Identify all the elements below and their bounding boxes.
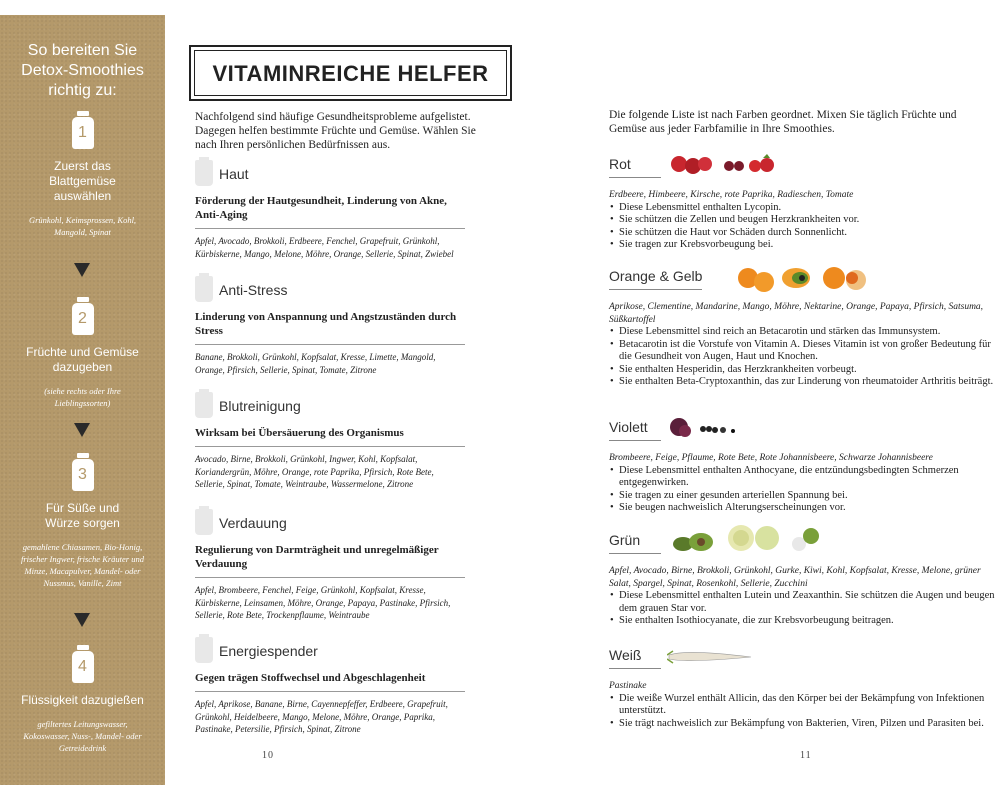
orange-fruits-icon (734, 260, 894, 300)
category-name: Energiespender (219, 643, 318, 659)
category-blutreinigung (195, 392, 465, 491)
left-intro: Nachfolgend sind häufige Gesundheitsprobleme aufgelistet. Dagegen helfen bestimmte Früchte und Gemüse. Wählen Sie nach Ihren persönlichen Bedürfnissen aus. (195, 111, 476, 151)
color-orange-gelb (609, 268, 999, 389)
category-name: Blutreinigung (219, 398, 301, 414)
fact-item: • Diese Lebensmittel sind reich an Betacarotin und stärken das Immunsystem. (619, 326, 999, 339)
category-haut (195, 160, 465, 260)
color-items: Brombeere, Feige, Pflaume, Rote Bete, Rote Johannisbeere, Schwarze Johannisbeere (609, 453, 933, 463)
fact-item: • Sie tragen zu einer gesunden arteriellen Spannung bei. (619, 490, 999, 503)
category-items: Avocado, Birne, Brokkoli, Grünkohl, Ingwer, Kohl, Kopfsalat, Koriandergrün, Möhre, Orange, rote Paprika, Pfirsich, Rote Bete, Sellerie, Spinat, Tomate, Weintraube, Wassermelone, Zitrone (195, 454, 434, 489)
parsnip-icon (667, 641, 757, 671)
color-name: Violett (609, 419, 661, 441)
step-title: Zuerst das Blattgemüse auswählen (49, 159, 116, 203)
category-verdauung (195, 509, 465, 622)
color-name: Orange & Gelb (609, 268, 702, 290)
glass-icon (195, 276, 213, 302)
color-facts (609, 202, 999, 252)
category-name: Anti-Stress (219, 282, 288, 298)
step-number: 4 (72, 651, 94, 683)
category-anti-stress (195, 276, 465, 376)
fact-item: • Sie enthalten Isothiocyanate, die zur Krebsvorbeugung beitragen. (619, 615, 999, 628)
fact-item: • Sie enthalten Hesperidin, das Herzkrankheiten vorbeugt. (619, 364, 999, 377)
step-number: 2 (72, 303, 94, 335)
category-energiespender (195, 637, 465, 736)
page-title-box (189, 45, 512, 101)
page-number-left: 10 (262, 750, 274, 761)
color-items: Aprikose, Clementine, Mandarine, Mango, Möhre, Nektarine, Orange, Papaya, Pfirsich, Satsuma, Süßkartoffel (609, 302, 984, 325)
color-items: Pastinake (609, 681, 647, 691)
color-name: Grün (609, 532, 661, 554)
category-title: Förderung der Hautgesundheit, Linderung von Akne, Anti-Aging (195, 195, 447, 221)
bottle-icon (72, 297, 94, 335)
category-items: Apfel, Avocado, Brokkoli, Erdbeere, Fenchel, Grapefruit, Grünkohl, Kürbiskerne, Mango, Melone, Möhre, Orange, Sellerie, Spinat, Zwiebel (195, 236, 454, 259)
category-items: Apfel, Brombeere, Fenchel, Feige, Grünkohl, Kopfsalat, Kresse, Kürbiskerne, Leinsamen, Möhre, Orange, Papaya, Pastinake, Pfirsich, Sellerie, Rote Bete, Trockenpflaume, Weintraube (195, 585, 451, 620)
color-rot (609, 156, 999, 252)
page-number-right: 11 (800, 750, 812, 761)
step-items: (siehe rechts oder Ihre Lieblingssorten) (44, 386, 121, 408)
step-number: 1 (72, 117, 94, 149)
fact-item: • Sie trägt nachweislich zur Bekämpfung von Bakterien, Viren, Pilzen und Parasiten bei. (619, 718, 999, 731)
color-facts (609, 590, 999, 628)
step-2 (0, 297, 165, 409)
category-title: Gegen trägen Stoffwechsel und Abgeschlagenheit (195, 672, 426, 684)
color-facts (609, 465, 999, 515)
fact-item: • Diese Lebensmittel enthalten Lutein und Zeaxanthin. Sie schützen die Augen und beugen dem grauen Star vor. (619, 590, 999, 615)
step-items: Grünkohl, Keimsprossen, Kohl, Mangold, Spinat (28, 215, 137, 237)
step-number: 3 (72, 459, 94, 491)
right-intro: Die folgende Liste ist nach Farben geordnet. Mixen Sie täglich Früchte und Gemüse aus jeder Farbfamilie in Ihre Smoothies. (609, 109, 957, 135)
bottle-icon (72, 111, 94, 149)
step-items: gemahlene Chiasamen, Bio-Honig, frischer Ingwer, frische Kräuter und Minze, Macapulver, Mandel- oder Nussmus, Vanille, Zimt (20, 542, 144, 588)
category-name: Haut (219, 166, 249, 182)
step-title: Flüssigkeit dazugießen (21, 693, 144, 707)
step-items: gefiltertes Leitungswasser, Kokoswasser, Nuss-, Mandel- oder Getreidedrink (23, 719, 142, 753)
fact-item: • Diese Lebensmittel enthalten Lycopin. (619, 202, 999, 215)
category-items: Banane, Brokkoli, Grünkohl, Kopfsalat, Kresse, Limette, Mangold, Orange, Pfirsich, Sellerie, Spinat, Tomate, Zitrone (195, 352, 436, 375)
fact-item: • Sie beugen nachweislich Alterungserscheinungen vor. (619, 502, 999, 515)
fact-item: • Diese Lebensmittel enthalten Anthocyane, die entzündungsbedingten Schmerzen entgegenwirken. (619, 465, 999, 490)
category-title: Wirksam bei Übersäuerung des Organismus (195, 427, 404, 439)
glass-icon (195, 637, 213, 663)
glass-icon (195, 392, 213, 418)
category-items: Apfel, Aprikose, Banane, Birne, Cayennepfeffer, Erdbeere, Grapefruit, Grünkohl, Heidelbeere, Mango, Melone, Möhre, Orange, Paprika, Pastinake, Petersilie, Pfirsich, Spinat, Zitrone (195, 699, 448, 734)
step-title: Für Süße und Würze sorgen (45, 501, 120, 530)
violet-fruits-icon (667, 413, 757, 443)
glass-icon (195, 160, 213, 186)
color-items: Erdbeere, Himbeere, Kirsche, rote Paprika, Radieschen, Tomate (609, 190, 854, 200)
color-facts (609, 693, 999, 731)
color-name: Weiß (609, 647, 661, 669)
fact-item: • Betacarotin ist die Vorstufe von Vitamin A. Dieses Vitamin ist von großer Bedeutung für die Gesundheit von Augen, Haut und Knochen. (619, 339, 999, 364)
instructions-sidebar (0, 15, 165, 785)
step-title: Früchte und Gemüse dazugeben (26, 345, 139, 374)
arrow-down-icon (74, 613, 90, 627)
color-name: Rot (609, 156, 661, 178)
bottle-icon (72, 645, 94, 683)
fact-item: • Sie enthalten Beta-Cryptoxanthin, das zur Linderung von rheumatoider Arthritis beiträgt. (619, 376, 999, 389)
red-fruits-icon (667, 150, 797, 180)
fact-item: • Sie schützen die Haut vor Schäden durch Sonnenlicht. (619, 227, 999, 240)
fact-item: • Sie tragen zur Krebsvorbeugung bei. (619, 239, 999, 252)
arrow-down-icon (74, 263, 90, 277)
step-3 (0, 453, 165, 589)
color-violett (609, 419, 999, 515)
green-fruits-icon (667, 522, 827, 562)
sidebar-title: So bereiten Sie Detox-Smoothies richtig zu: (21, 42, 144, 99)
bottle-icon (72, 453, 94, 491)
glass-icon (195, 509, 213, 535)
fact-item: • Die weiße Wurzel enthält Allicin, das den Körper bei der Bekämpfung von Infektionen unterstützt. (619, 693, 999, 718)
color-facts (609, 326, 999, 389)
step-1 (0, 111, 165, 238)
arrow-down-icon (74, 423, 90, 437)
category-name: Verdauung (219, 515, 287, 531)
color-weiss (609, 647, 999, 730)
page-title: VITAMINREICHE HELFER (212, 61, 489, 86)
color-items: Apfel, Avocado, Birne, Brokkoli, Grünkohl, Gurke, Kiwi, Kohl, Kopfsalat, Kresse, Melone, grüner Salat, Spargel, Spinat, Rosenkohl, Sellerie, Zucchini (609, 566, 981, 589)
step-4 (0, 645, 165, 754)
color-gruen (609, 532, 999, 628)
fact-item: • Sie schützen die Zellen und beugen Herzkrankheiten vor. (619, 214, 999, 227)
category-title: Linderung von Anspannung und Angstzuständen durch Stress (195, 311, 457, 337)
category-title: Regulierung von Darmträgheit und unregelmäßiger Verdauung (195, 544, 439, 570)
